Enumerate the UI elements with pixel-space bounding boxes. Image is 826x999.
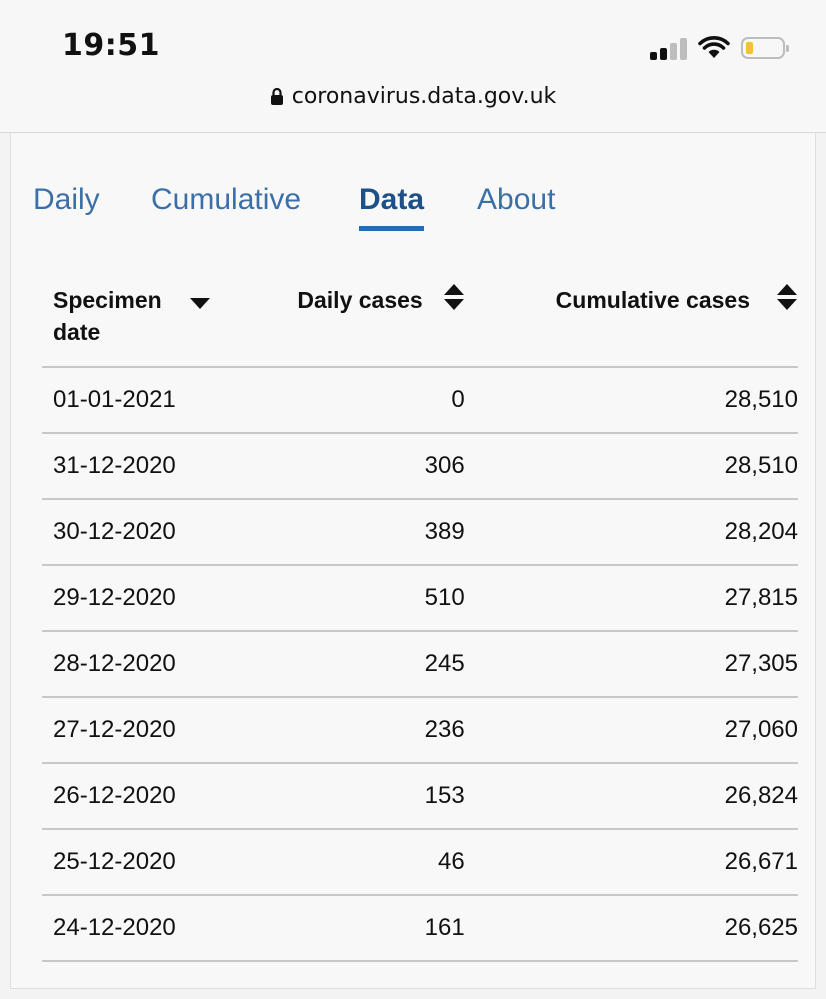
header-cumulative-cases[interactable] (465, 270, 798, 367)
cell-cumulative: 27,060 (465, 697, 798, 763)
cell-daily: 236 (252, 697, 465, 763)
tab-data[interactable]: Data (359, 183, 425, 216)
cell-date: 26-12-2020 (42, 763, 252, 829)
sort-both-icon (443, 282, 465, 312)
cell-daily: 306 (252, 433, 465, 499)
cell-date: 29-12-2020 (42, 565, 252, 631)
cell-date: 31-12-2020 (42, 433, 252, 499)
cell-cumulative: 28,510 (465, 367, 798, 433)
header-specimen-date[interactable] (42, 270, 252, 367)
cell-cumulative: 26,671 (465, 829, 798, 895)
cell-cumulative: 26,824 (465, 763, 798, 829)
clock: 19:51 (62, 28, 160, 63)
table-row (42, 565, 798, 631)
sort-both-icon (776, 282, 798, 312)
cell-cumulative: 27,305 (465, 631, 798, 697)
sort-descending-icon (189, 296, 211, 310)
table-row (42, 697, 798, 763)
header-cumulative-label: Cumulative cases (555, 287, 750, 313)
url-text: coronavirus.data.gov.uk (291, 84, 557, 109)
cell-date: 28-12-2020 (42, 631, 252, 697)
cell-daily: 0 (252, 367, 465, 433)
table-row (42, 829, 798, 895)
address-bar[interactable] (0, 84, 826, 109)
cell-cumulative: 28,510 (465, 433, 798, 499)
cases-table (42, 270, 798, 962)
table-row (42, 367, 798, 433)
cell-daily: 153 (252, 763, 465, 829)
battery-icon (741, 37, 785, 59)
tab-daily[interactable]: Daily (33, 183, 100, 216)
header-date-label: Specimen date (53, 287, 162, 345)
table-row (42, 763, 798, 829)
header-daily-cases[interactable] (252, 270, 465, 367)
tab-about[interactable]: About (477, 183, 556, 216)
cell-date: 25-12-2020 (42, 829, 252, 895)
cell-daily: 389 (252, 499, 465, 565)
lock-icon (270, 87, 284, 106)
cell-date: 01-01-2021 (42, 367, 252, 433)
table-row (42, 895, 798, 961)
table-row (42, 499, 798, 565)
cellular-signal-icon (650, 38, 690, 60)
header-daily-label: Daily cases (297, 287, 423, 313)
cell-cumulative: 26,625 (465, 895, 798, 961)
tab-bar (11, 133, 815, 243)
cell-daily: 161 (252, 895, 465, 961)
cell-daily: 46 (252, 829, 465, 895)
table-row (42, 433, 798, 499)
cell-date: 24-12-2020 (42, 895, 252, 961)
cell-cumulative: 28,204 (465, 499, 798, 565)
table-header-row (42, 270, 798, 367)
cell-cumulative: 27,815 (465, 565, 798, 631)
cell-date: 30-12-2020 (42, 499, 252, 565)
status-bar (0, 0, 826, 133)
tab-cumulative[interactable]: Cumulative (151, 183, 302, 216)
data-card (10, 133, 816, 989)
cell-daily: 245 (252, 631, 465, 697)
cell-date: 27-12-2020 (42, 697, 252, 763)
table-row (42, 631, 798, 697)
wifi-icon (697, 34, 731, 60)
cell-daily: 510 (252, 565, 465, 631)
